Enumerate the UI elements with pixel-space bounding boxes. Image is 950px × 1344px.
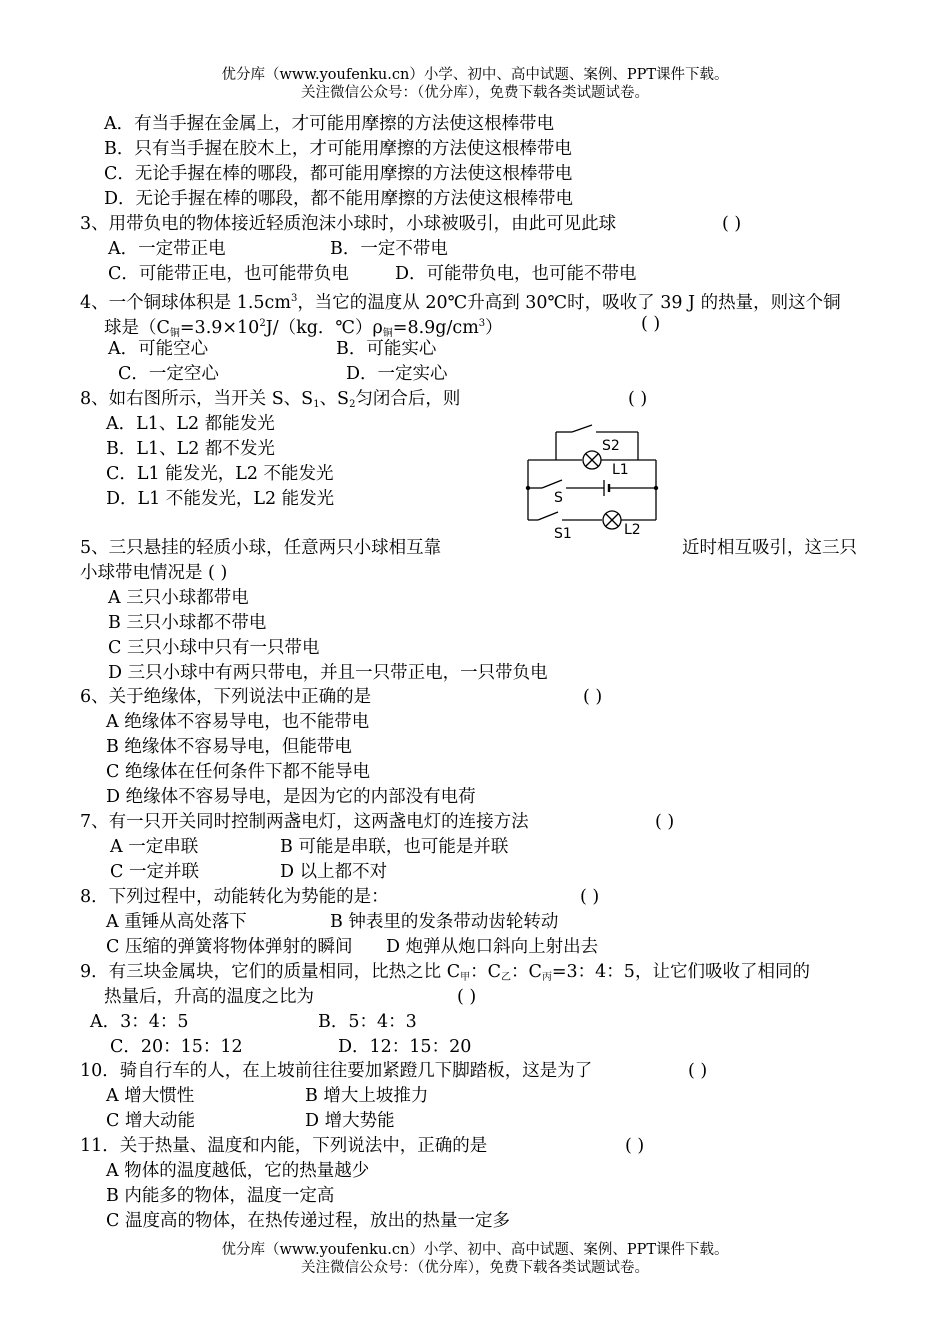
- q7-option-a: A 一定串联: [110, 837, 199, 857]
- q5-stem-part-b: 近时相互吸引，这三只: [682, 538, 857, 558]
- q3-option-d: D．可能带负电，也可能不带电: [395, 264, 637, 284]
- q11-option-a: A 物体的温度越低，它的热量越少: [106, 1161, 370, 1181]
- q4-option-a: A．可能空心: [108, 339, 209, 359]
- q9-option-d: D．12：15：20: [338, 1037, 472, 1057]
- q-prev-option-c: C．无论手握在棒的哪段，都可能用摩擦的方法使这根棒带电: [104, 164, 573, 184]
- q8b-option-c: C 压缩的弹簧将物体弹射的瞬间: [106, 937, 353, 957]
- q3-option-a: A．一定带正电: [108, 239, 226, 259]
- q4-stem-line-1: 4、一个铜球体积是 $1.5cm^3$，当它的温度从 20℃升高到 30℃时，吸收了 39 J 的热量，则这个铜: [80, 293, 841, 313]
- q10-bracket: ( ): [688, 1061, 708, 1081]
- q4-option-b: B．可能实心: [336, 339, 437, 359]
- q7-bracket: ( ): [655, 812, 675, 832]
- s2-switch-blade: [572, 425, 592, 432]
- q10-option-c: C 增大动能: [106, 1111, 195, 1131]
- q8a-bracket: ( ): [628, 389, 648, 409]
- q8b-option-b: B 钟表里的发条带动齿轮转动: [330, 912, 559, 932]
- q8a-option-a: A．L1、L2 都能发光: [106, 414, 275, 434]
- q9-stem-line-1: 9．有三块金属块，它们的质量相同，比热之比 $C_甲$：$C_乙$：$C_丙=3$：4：5，让它们吸收了相同的: [80, 962, 810, 983]
- footer-line-1: 优分库（www.youfenku.cn）小学、初中、高中试题、案例、PPT课件下载。: [221, 1242, 729, 1258]
- junction-dot-right: [654, 486, 658, 490]
- q-prev-option-a: A．有当手握在金属上，才可能用摩擦的方法使这根棒带电: [104, 114, 555, 134]
- q5-option-d: D 三只小球中有两只带电，并且一只带正电，一只带负电: [108, 663, 548, 683]
- q8a-option-d: D．L1 不能发光，L2 能发光: [106, 489, 335, 509]
- q3-stem: 3、用带负电的物体接近轻质泡沫小球时，小球被吸引，由此可见此球: [80, 214, 617, 234]
- q7-option-c: C 一定并联: [110, 862, 199, 882]
- q10-option-a: A 增大惯性: [106, 1086, 195, 1106]
- q6-bracket: ( ): [583, 687, 603, 707]
- footer-line-2: 关注微信公众号：（优分库），免费下载各类试题试卷。: [301, 1260, 649, 1276]
- q5-option-c: C 三只小球中只有一只带电: [108, 638, 320, 658]
- q6-option-b: B 绝缘体不容易导电，但能带电: [106, 737, 352, 757]
- q6-option-d: D 绝缘体不容易导电，是因为它的内部没有电荷: [106, 787, 476, 807]
- circuit-diagram: [520, 422, 670, 542]
- q5-stem-part-c: 小球带电情况是 ( ): [80, 563, 228, 583]
- q4-bracket: ( ): [641, 314, 661, 334]
- q6-option-a: A 绝缘体不容易导电，也不能带电: [106, 712, 370, 732]
- q9-option-b: B．5：4：3: [318, 1012, 417, 1032]
- q8a-stem: 8、如右图所示，当开关 S、$S_1$、$S_2$匀闭合后，则: [80, 389, 461, 410]
- q10-option-d: D 增大势能: [305, 1111, 395, 1131]
- label-l2: L2: [624, 522, 641, 538]
- q3-option-c: C．可能带正电，也可能带负电: [108, 264, 349, 284]
- q4-option-d: D．一定实心: [346, 364, 448, 384]
- q8a-option-c: C．L1 能发光，L2 不能发光: [106, 464, 334, 484]
- q-prev-option-d: D．无论手握在棒的哪段，都不能用摩擦的方法使这根棒带电: [104, 189, 574, 209]
- q5-option-b: B 三只小球都不带电: [108, 613, 267, 633]
- header-line-2: 关注微信公众号：（优分库），免费下载各类试题试卷。: [301, 85, 649, 101]
- label-s: S: [554, 490, 563, 506]
- q9-bracket: ( ): [457, 987, 477, 1007]
- q-prev-option-b: B．只有当手握在胶木上，才可能用摩擦的方法使这根棒带电: [104, 139, 572, 159]
- q9-option-a: A．3：4：5: [90, 1012, 189, 1032]
- q8b-stem: 8．下列过程中，动能转化为势能的是：: [80, 887, 389, 907]
- label-l1: L1: [612, 462, 629, 478]
- q4-option-c: C．一定空心: [118, 364, 219, 384]
- q9-option-c: C．20：15：12: [110, 1037, 243, 1057]
- q5-option-a: A 三只小球都带电: [108, 588, 249, 608]
- q11-stem: 11．关于热量、温度和内能，下列说法中，正确的是: [80, 1136, 488, 1156]
- q11-option-c: C 温度高的物体，在热传递过程，放出的热量一定多: [106, 1211, 510, 1231]
- q10-stem: 10．骑自行车的人，在上坡前往往要加紧蹬几下脚踏板，这是为了: [80, 1061, 593, 1081]
- label-s2: S2: [602, 438, 620, 454]
- q6-stem: 6、关于绝缘体，下列说法中正确的是: [80, 687, 372, 707]
- q4-stem-line-2: 球是（$C_铜=3.9\times 10^2J/(kg$．$℃)\rho_铜=8.9g/cm^3$）: [104, 318, 503, 339]
- q7-option-d: D 以上都不对: [280, 862, 388, 882]
- q9-stem-line-2: 热量后，升高的温度之比为: [104, 987, 314, 1007]
- q8b-option-d: D 炮弹从炮口斜向上射出去: [386, 937, 599, 957]
- q7-option-b: B 可能是串联，也可能是并联: [280, 837, 509, 857]
- q6-option-c: C 绝缘体在任何条件下都不能导电: [106, 762, 370, 782]
- q3-option-b: B．一定不带电: [330, 239, 448, 259]
- q8b-option-a: A 重锤从高处落下: [106, 912, 247, 932]
- junction-dot-left: [526, 486, 530, 490]
- q8a-option-b: B．L1、L2 都不发光: [106, 439, 275, 459]
- header-line-1: 优分库（www.youfenku.cn）小学、初中、高中试题、案例、PPT课件下载。: [221, 67, 729, 83]
- q11-bracket: ( ): [625, 1136, 645, 1156]
- q5-stem-part-a: 5、三只悬挂的轻质小球，任意两只小球相互靠: [80, 538, 442, 558]
- label-s1: S1: [554, 526, 572, 542]
- s1-switch-blade: [538, 512, 558, 520]
- q10-option-b: B 增大上坡推力: [305, 1086, 429, 1106]
- q8b-bracket: ( ): [580, 887, 600, 907]
- q11-option-b: B 内能多的物体，温度一定高: [106, 1186, 335, 1206]
- q7-stem: 7、有一只开关同时控制两盏电灯，这两盏电灯的连接方法: [80, 812, 529, 832]
- q3-bracket: ( ): [722, 214, 742, 234]
- s-switch-blade: [542, 480, 562, 488]
